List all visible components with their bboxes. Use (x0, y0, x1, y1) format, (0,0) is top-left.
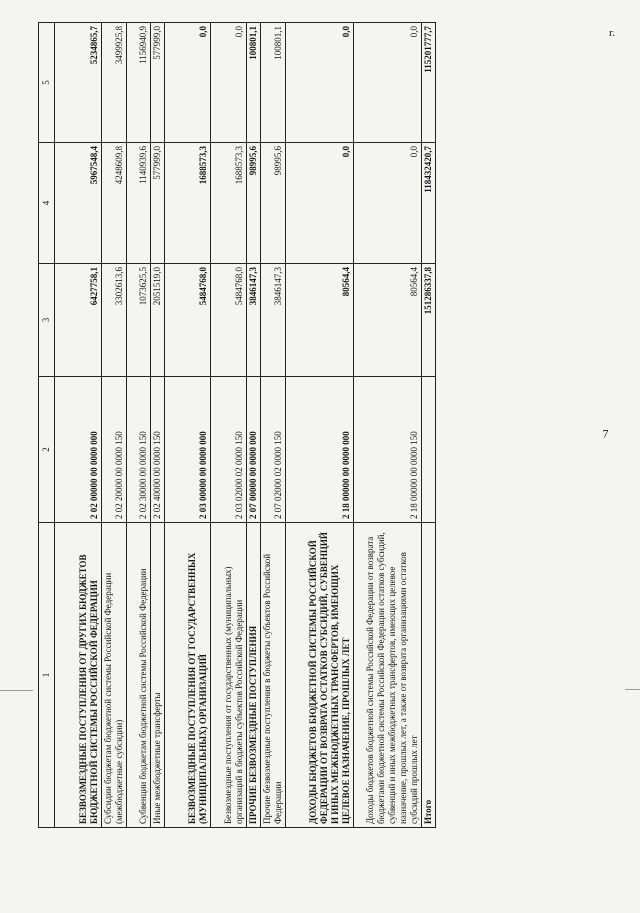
row-code: 2 03 00000 00 0000 000 (165, 377, 211, 523)
row-value-col4: 4248609,8 (102, 143, 127, 264)
table-row (354, 23, 422, 828)
margin-mark: г. (608, 26, 616, 39)
table-row (247, 23, 261, 828)
row-value-col4: 0,0 (354, 143, 422, 264)
table-row (151, 23, 165, 828)
row-value-col3: 2051519,0 (151, 264, 165, 377)
row-name: Доходы бюджетов бюджетной системы Российской Федерации от возврата бюджетами бюджетной системы Российской Федерации остатков субсидий, субвенций и иных межбюджетных трансфертов, имеющих целевое назначение, прошлых лет, а также от возврата организациями остатков субсидий прошлых лет (354, 523, 422, 828)
table-row (102, 23, 127, 828)
budget-table-container (38, 23, 552, 828)
table-row (211, 23, 247, 828)
row-value-col4: 1140939,6 (127, 143, 151, 264)
row-name: Иные межбюджетные трансферты (151, 523, 165, 828)
row-value-col5: 577999,0 (151, 23, 165, 143)
row-value-col4: 98995,6 (261, 143, 286, 264)
row-value-col5: 5234865,7 (55, 23, 102, 143)
row-value-col3: 5484768,0 (211, 264, 247, 377)
row-value-col3: 3846147,3 (247, 264, 261, 377)
row-value-col3: 5484768,0 (165, 264, 211, 377)
row-value-col4: 5967548,4 (55, 143, 102, 264)
header-col-5: 5 (39, 23, 55, 143)
row-value-col5: 100801,1 (261, 23, 286, 143)
total-row (422, 23, 436, 828)
table-row (261, 23, 286, 828)
row-value-col5: 0,0 (286, 23, 354, 143)
row-value-col5: 0,0 (165, 23, 211, 143)
row-name: ПРОЧИЕ БЕЗВОЗМЕЗДНЫЕ ПОСТУПЛЕНИЯ (247, 523, 261, 828)
row-code: 2 03 02000 02 0000 150 (211, 377, 247, 523)
table-row (286, 23, 354, 828)
header-col-4: 4 (39, 143, 55, 264)
budget-table (38, 22, 436, 828)
row-value-col4: 1688573,3 (211, 143, 247, 264)
row-value-col3: 151286337,8 (422, 264, 436, 377)
row-name: БЕЗВОЗМЕЗДНЫЕ ПОСТУПЛЕНИЯ ОТ ГОСУДАРСТВЕННЫХ (МУНИЦИПАЛЬНЫХ) ОРГАНИЗАЦИЙ (165, 523, 211, 828)
row-name: Итого (422, 523, 436, 828)
row-code: 2 18 00000 00 0000 150 (354, 377, 422, 523)
row-code: 2 07 02000 02 0000 150 (261, 377, 286, 523)
row-value-col3: 80564,4 (354, 264, 422, 377)
row-name: ДОХОДЫ БЮДЖЕТОВ БЮДЖЕТНОЙ СИСТЕМЫ РОССИЙСКОЙ ФЕДЕРАЦИИ ОТ ВОЗВРАТА ОСТАТКОВ СУБСИДИЙ, СУБВЕНЦИЙ И ИНЫХ МЕЖБЮДЖЕТНЫХ ТРАНСФЕРТОВ, ИМЕЮЩИХ ЦЕЛЕВОЕ НАЗНАЧЕНИЕ, ПРОШЛЫХ ЛЕТ (286, 523, 354, 828)
row-value-col5: 100801,1 (247, 23, 261, 143)
row-code: 2 07 00000 00 0000 000 (247, 377, 261, 523)
row-value-col3: 6427758,1 (55, 264, 102, 377)
row-code: 2 02 00000 00 0000 000 (55, 377, 102, 523)
table-row (165, 23, 211, 828)
row-value-col4: 0,0 (286, 143, 354, 264)
row-value-col5: 0,0 (211, 23, 247, 143)
row-value-col5: 1156940,9 (127, 23, 151, 143)
scan-artifact-line (0, 690, 33, 691)
header-col-2: 2 (39, 377, 55, 523)
header-row (39, 23, 55, 828)
table-row (55, 23, 102, 828)
row-name: Безвозмездные поступления от государственных (муниципальных) организаций в бюджеты субъектов Российской Федерации (211, 523, 247, 828)
scan-artifact-line (625, 689, 640, 690)
row-name: Субвенции бюджетам бюджетной системы Российской Федерации (127, 523, 151, 828)
row-value-col5: 115201777,7 (422, 23, 436, 143)
row-code: 2 02 20000 00 0000 150 (102, 377, 127, 523)
row-value-col3: 3302613,6 (102, 264, 127, 377)
row-value-col4: 577999,0 (151, 143, 165, 264)
row-value-col3: 3846147,3 (261, 264, 286, 377)
row-name: Прочие безвозмездные поступления в бюджеты субъектов Российской Федерации (261, 523, 286, 828)
row-name: Субсидии бюджетам бюджетной системы Российской Федерации (межбюджетные субсидии) (102, 523, 127, 828)
row-value-col4: 98995,6 (247, 143, 261, 264)
header-col-1: 1 (39, 523, 55, 828)
table-row (127, 23, 151, 828)
header-col-3: 3 (39, 264, 55, 377)
row-value-col5: 0,0 (354, 23, 422, 143)
row-code: 2 18 00000 00 0000 000 (286, 377, 354, 523)
row-value-col4: 118432420,7 (422, 143, 436, 264)
row-value-col4: 1688573,3 (165, 143, 211, 264)
row-value-col3: 80564,4 (286, 264, 354, 377)
row-value-col3: 1073625,5 (127, 264, 151, 377)
page-number: 7 (602, 426, 609, 441)
row-code: 2 02 30000 00 0000 150 (127, 377, 151, 523)
row-value-col5: 3499925,8 (102, 23, 127, 143)
row-name: БЕЗВОЗМЕЗДНЫЕ ПОСТУПЛЕНИЯ ОТ ДРУГИХ БЮДЖЕТОВ БЮДЖЕТНОЙ СИСТЕМЫ РОССИЙСКОЙ ФЕДЕРАЦИИ (55, 523, 102, 828)
row-code (422, 377, 436, 523)
row-code: 2 02 40000 00 0000 150 (151, 377, 165, 523)
